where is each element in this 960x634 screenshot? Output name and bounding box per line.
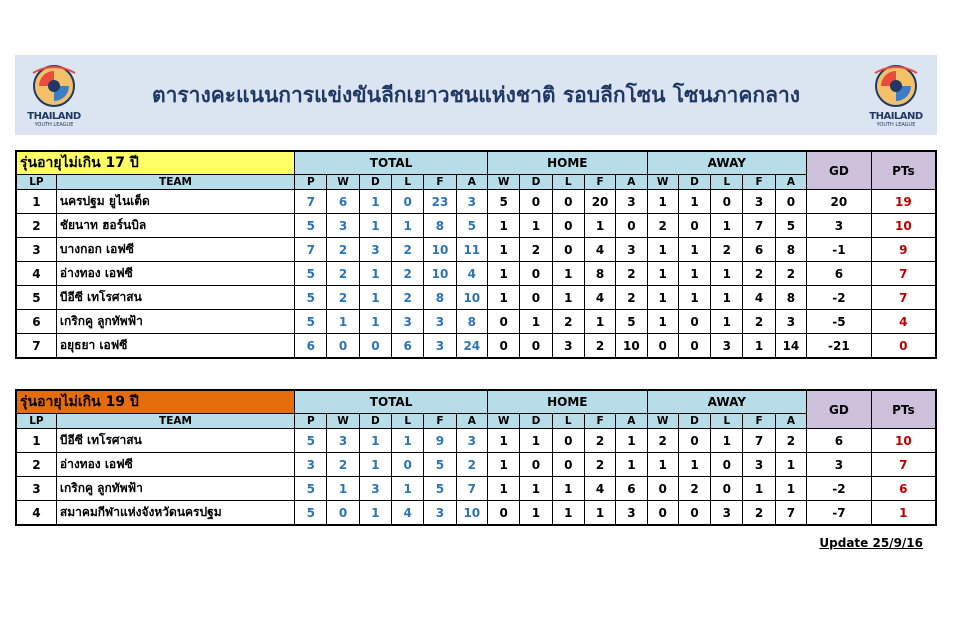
home-stat-cell: 2	[584, 334, 615, 359]
total-stat-cell: 5	[295, 501, 327, 526]
home-stat-cell: 0	[520, 334, 552, 359]
rank-cell: 1	[16, 429, 56, 453]
away-stat-cell: 7	[743, 214, 775, 238]
away-stat-cell: 1	[647, 286, 678, 310]
home-col-header: A	[616, 414, 647, 429]
total-col-header: D	[359, 414, 391, 429]
away-stat-cell: 14	[775, 334, 806, 359]
table-row	[16, 190, 936, 214]
home-col-header: L	[552, 414, 584, 429]
team-name-cell: ชัยนาท ฮอร์นบิล	[56, 214, 294, 238]
total-col-header: F	[424, 414, 456, 429]
total-stat-cell: 3	[327, 429, 359, 453]
total-stat-cell: 0	[359, 334, 391, 359]
away-stat-cell: 0	[711, 190, 743, 214]
total-stat-cell: 0	[327, 334, 359, 359]
home-stat-cell: 0	[616, 214, 647, 238]
total-stat-cell: 0	[392, 453, 424, 477]
home-stat-cell: 0	[520, 262, 552, 286]
home-stat-cell: 1	[520, 310, 552, 334]
group-header-row	[16, 151, 936, 175]
away-stat-cell: 1	[647, 190, 678, 214]
home-stat-cell: 1	[488, 238, 520, 262]
home-stat-cell: 20	[584, 190, 615, 214]
away-stat-cell: 1	[678, 262, 710, 286]
home-col-header: D	[520, 175, 552, 190]
rank-cell: 4	[16, 501, 56, 526]
home-stat-cell: 4	[584, 477, 615, 501]
home-stat-cell: 3	[616, 501, 647, 526]
lp-header: LP	[16, 414, 56, 429]
home-stat-cell: 1	[488, 429, 520, 453]
home-stat-cell: 0	[488, 334, 520, 359]
table-row	[16, 453, 936, 477]
away-col-header: A	[775, 414, 806, 429]
total-col-header: W	[327, 175, 359, 190]
table-row	[16, 214, 936, 238]
away-stat-cell: 1	[711, 429, 743, 453]
home-col-header: F	[584, 175, 615, 190]
home-stat-cell: 1	[488, 477, 520, 501]
home-col-header: W	[488, 414, 520, 429]
away-stat-cell: 7	[775, 501, 806, 526]
home-stat-cell: 3	[616, 190, 647, 214]
total-col-header: L	[392, 175, 424, 190]
away-stat-cell: 8	[775, 286, 806, 310]
home-stat-cell: 1	[552, 262, 584, 286]
away-stat-cell: 1	[743, 477, 775, 501]
total-stat-cell: 1	[392, 477, 424, 501]
away-stat-cell: 8	[775, 238, 806, 262]
away-stat-cell: 0	[711, 453, 743, 477]
home-stat-cell: 1	[520, 214, 552, 238]
total-stat-cell: 3	[327, 214, 359, 238]
away-stat-cell: 1	[647, 262, 678, 286]
title-banner	[15, 55, 937, 135]
away-stat-cell: 3	[743, 453, 775, 477]
points-cell: 7	[871, 286, 936, 310]
team-name-cell: อ่างทอง เอฟซี	[56, 453, 294, 477]
home-stat-cell: 1	[488, 262, 520, 286]
away-stat-cell: 1	[678, 238, 710, 262]
away-header: AWAY	[647, 390, 807, 414]
away-col-header: A	[775, 175, 806, 190]
points-cell: 10	[871, 429, 936, 453]
rank-cell: 2	[16, 214, 56, 238]
away-stat-cell: 3	[743, 190, 775, 214]
away-stat-cell: 0	[647, 334, 678, 359]
standings-table-u17	[15, 150, 937, 359]
rank-cell: 5	[16, 286, 56, 310]
update-date: Update 25/9/16	[819, 536, 923, 550]
away-stat-cell: 1	[678, 286, 710, 310]
gd-cell: 20	[807, 190, 872, 214]
standings-table-u19	[15, 389, 937, 526]
team-name-cell: อ่างทอง เอฟซี	[56, 262, 294, 286]
away-col-header: D	[678, 175, 710, 190]
home-header: HOME	[488, 151, 648, 175]
away-stat-cell: 1	[678, 190, 710, 214]
total-stat-cell: 1	[359, 286, 391, 310]
home-header: HOME	[488, 390, 648, 414]
total-stat-cell: 10	[424, 262, 456, 286]
rank-cell: 2	[16, 453, 56, 477]
age-category-label: รุ่นอายุไม่เกิน 17 ปี	[16, 151, 295, 175]
points-cell: 6	[871, 477, 936, 501]
away-col-header: L	[711, 414, 743, 429]
points-cell: 4	[871, 310, 936, 334]
total-stat-cell: 1	[327, 310, 359, 334]
total-stat-cell: 5	[295, 262, 327, 286]
home-stat-cell: 1	[584, 501, 615, 526]
points-cell: 9	[871, 238, 936, 262]
logo-subtext: YOUTH LEAGUE	[876, 122, 916, 128]
table-row	[16, 477, 936, 501]
table-row	[16, 429, 936, 453]
total-col-header: P	[295, 414, 327, 429]
total-stat-cell: 3	[359, 238, 391, 262]
total-stat-cell: 5	[295, 286, 327, 310]
total-stat-cell: 3	[424, 501, 456, 526]
total-stat-cell: 3	[456, 429, 487, 453]
home-stat-cell: 1	[520, 477, 552, 501]
team-name-cell: บีอีซี เทโรศาสน	[56, 429, 294, 453]
away-stat-cell: 0	[678, 310, 710, 334]
table-row	[16, 262, 936, 286]
away-stat-cell: 4	[743, 286, 775, 310]
home-stat-cell: 0	[552, 453, 584, 477]
home-stat-cell: 1	[584, 214, 615, 238]
thailand-youth-league-logo-right	[861, 61, 931, 131]
total-stat-cell: 2	[327, 238, 359, 262]
away-stat-cell: 2	[711, 238, 743, 262]
group-header-row	[16, 390, 936, 414]
away-stat-cell: 0	[678, 334, 710, 359]
home-stat-cell: 8	[584, 262, 615, 286]
total-stat-cell: 7	[295, 190, 327, 214]
gd-cell: -1	[807, 238, 872, 262]
total-stat-cell: 5	[295, 214, 327, 238]
gd-cell: 3	[807, 453, 872, 477]
home-stat-cell: 0	[520, 190, 552, 214]
away-stat-cell: 0	[678, 501, 710, 526]
away-stat-cell: 1	[647, 238, 678, 262]
soccer-ball-icon	[861, 61, 931, 111]
total-stat-cell: 5	[424, 477, 456, 501]
gd-cell: -7	[807, 501, 872, 526]
away-stat-cell: 2	[678, 477, 710, 501]
home-stat-cell: 0	[520, 286, 552, 310]
total-stat-cell: 6	[392, 334, 424, 359]
home-col-header: L	[552, 175, 584, 190]
away-stat-cell: 2	[647, 429, 678, 453]
away-stat-cell: 2	[743, 501, 775, 526]
away-stat-cell: 1	[711, 310, 743, 334]
total-stat-cell: 3	[424, 310, 456, 334]
total-stat-cell: 1	[359, 501, 391, 526]
total-stat-cell: 2	[327, 286, 359, 310]
away-stat-cell: 1	[647, 453, 678, 477]
team-name-cell: บีอีซี เทโรศาสน	[56, 286, 294, 310]
away-stat-cell: 0	[678, 429, 710, 453]
home-col-header: A	[616, 175, 647, 190]
total-stat-cell: 3	[424, 334, 456, 359]
away-stat-cell: 6	[743, 238, 775, 262]
home-col-header: D	[520, 414, 552, 429]
total-stat-cell: 1	[359, 310, 391, 334]
total-stat-cell: 3	[392, 310, 424, 334]
gd-cell: 6	[807, 429, 872, 453]
rank-cell: 7	[16, 334, 56, 359]
team-name-cell: สมาคมกีฬาแห่งจังหวัดนครปฐม	[56, 501, 294, 526]
away-stat-cell: 1	[711, 286, 743, 310]
home-stat-cell: 1	[488, 286, 520, 310]
away-stat-cell: 0	[775, 190, 806, 214]
home-stat-cell: 3	[552, 334, 584, 359]
home-stat-cell: 0	[520, 453, 552, 477]
away-stat-cell: 0	[678, 214, 710, 238]
total-stat-cell: 1	[392, 214, 424, 238]
logo-text: THAILAND	[869, 111, 923, 122]
away-stat-cell: 1	[775, 477, 806, 501]
total-col-header: L	[392, 414, 424, 429]
rank-cell: 4	[16, 262, 56, 286]
home-stat-cell: 4	[584, 286, 615, 310]
total-stat-cell: 7	[295, 238, 327, 262]
away-stat-cell: 2	[647, 214, 678, 238]
total-stat-cell: 2	[392, 286, 424, 310]
home-stat-cell: 2	[616, 286, 647, 310]
home-stat-cell: 1	[520, 429, 552, 453]
home-stat-cell: 10	[616, 334, 647, 359]
logo-text: THAILAND	[27, 111, 81, 122]
logo-subtext: YOUTH LEAGUE	[34, 122, 74, 128]
pts-header: PTs	[871, 151, 936, 190]
home-stat-cell: 3	[616, 238, 647, 262]
away-col-header: F	[743, 414, 775, 429]
total-col-header: D	[359, 175, 391, 190]
away-stat-cell: 1	[678, 453, 710, 477]
total-stat-cell: 8	[424, 214, 456, 238]
column-header-row	[16, 414, 936, 429]
total-stat-cell: 0	[392, 190, 424, 214]
home-stat-cell: 4	[584, 238, 615, 262]
total-stat-cell: 8	[456, 310, 487, 334]
home-stat-cell: 5	[488, 190, 520, 214]
away-stat-cell: 2	[743, 310, 775, 334]
home-stat-cell: 5	[616, 310, 647, 334]
points-cell: 1	[871, 501, 936, 526]
team-header: TEAM	[56, 175, 294, 190]
total-stat-cell: 10	[424, 238, 456, 262]
home-col-header: W	[488, 175, 520, 190]
home-stat-cell: 1	[488, 453, 520, 477]
page-title: ตารางคะแนนการแข่งขันลีกเยาวชนแห่งชาติ รอบลีกโซน โซนภาคกลาง	[151, 83, 801, 107]
away-col-header: L	[711, 175, 743, 190]
away-stat-cell: 1	[711, 262, 743, 286]
total-header: TOTAL	[295, 390, 488, 414]
table-row	[16, 501, 936, 526]
total-stat-cell: 1	[359, 214, 391, 238]
total-stat-cell: 24	[456, 334, 487, 359]
gd-header: GD	[807, 151, 872, 190]
points-cell: 19	[871, 190, 936, 214]
home-stat-cell: 0	[552, 190, 584, 214]
points-cell: 0	[871, 334, 936, 359]
total-stat-cell: 4	[456, 262, 487, 286]
gd-cell: 6	[807, 262, 872, 286]
gd-cell: -2	[807, 477, 872, 501]
total-stat-cell: 5	[295, 477, 327, 501]
age-category-label: รุ่นอายุไม่เกิน 19 ปี	[16, 390, 295, 414]
total-header: TOTAL	[295, 151, 488, 175]
rank-cell: 3	[16, 238, 56, 262]
away-stat-cell: 0	[647, 477, 678, 501]
home-col-header: F	[584, 414, 615, 429]
total-stat-cell: 0	[327, 501, 359, 526]
pts-header: PTs	[871, 390, 936, 429]
away-stat-cell: 2	[743, 262, 775, 286]
home-stat-cell: 1	[584, 310, 615, 334]
total-stat-cell: 4	[392, 501, 424, 526]
total-stat-cell: 9	[424, 429, 456, 453]
table-row	[16, 310, 936, 334]
total-stat-cell: 5	[424, 453, 456, 477]
home-stat-cell: 1	[520, 501, 552, 526]
away-col-header: F	[743, 175, 775, 190]
home-stat-cell: 0	[488, 310, 520, 334]
away-col-header: D	[678, 414, 710, 429]
total-stat-cell: 1	[327, 477, 359, 501]
away-stat-cell: 5	[775, 214, 806, 238]
home-stat-cell: 1	[616, 429, 647, 453]
total-stat-cell: 5	[295, 429, 327, 453]
gd-cell: -21	[807, 334, 872, 359]
total-stat-cell: 2	[392, 262, 424, 286]
home-stat-cell: 2	[616, 262, 647, 286]
total-stat-cell: 2	[392, 238, 424, 262]
team-header: TEAM	[56, 414, 294, 429]
total-stat-cell: 10	[456, 501, 487, 526]
lp-header: LP	[16, 175, 56, 190]
total-stat-cell: 10	[456, 286, 487, 310]
rank-cell: 1	[16, 190, 56, 214]
table-row	[16, 238, 936, 262]
rank-cell: 3	[16, 477, 56, 501]
total-stat-cell: 3	[295, 453, 327, 477]
away-stat-cell: 3	[775, 310, 806, 334]
away-stat-cell: 3	[711, 501, 743, 526]
total-col-header: W	[327, 414, 359, 429]
home-stat-cell: 2	[584, 453, 615, 477]
points-cell: 7	[871, 453, 936, 477]
home-stat-cell: 0	[552, 429, 584, 453]
team-name-cell: เกริกคู ลูกทัพฟ้า	[56, 477, 294, 501]
table-row	[16, 286, 936, 310]
home-stat-cell: 1	[552, 477, 584, 501]
gd-header: GD	[807, 390, 872, 429]
away-header: AWAY	[647, 151, 807, 175]
column-header-row	[16, 175, 936, 190]
total-stat-cell: 23	[424, 190, 456, 214]
total-stat-cell: 6	[327, 190, 359, 214]
away-stat-cell: 1	[743, 334, 775, 359]
away-stat-cell: 2	[775, 262, 806, 286]
total-col-header: A	[456, 175, 487, 190]
away-stat-cell: 7	[743, 429, 775, 453]
total-stat-cell: 2	[327, 453, 359, 477]
away-col-header: W	[647, 414, 678, 429]
away-col-header: W	[647, 175, 678, 190]
away-stat-cell: 0	[711, 477, 743, 501]
home-stat-cell: 1	[488, 214, 520, 238]
total-stat-cell: 5	[295, 310, 327, 334]
away-stat-cell: 1	[647, 310, 678, 334]
home-stat-cell: 1	[552, 286, 584, 310]
team-name-cell: บางกอก เอฟซี	[56, 238, 294, 262]
total-stat-cell: 3	[359, 477, 391, 501]
home-stat-cell: 2	[584, 429, 615, 453]
away-stat-cell: 3	[711, 334, 743, 359]
home-stat-cell: 0	[552, 214, 584, 238]
team-name-cell: อยุธยา เอฟซี	[56, 334, 294, 359]
total-col-header: P	[295, 175, 327, 190]
total-stat-cell: 2	[456, 453, 487, 477]
total-stat-cell: 1	[359, 453, 391, 477]
home-stat-cell: 1	[552, 501, 584, 526]
home-stat-cell: 2	[520, 238, 552, 262]
total-stat-cell: 1	[359, 190, 391, 214]
table-row	[16, 334, 936, 359]
points-cell: 7	[871, 262, 936, 286]
total-stat-cell: 11	[456, 238, 487, 262]
total-stat-cell: 1	[359, 429, 391, 453]
home-stat-cell: 6	[616, 477, 647, 501]
home-stat-cell: 1	[616, 453, 647, 477]
gd-cell: -2	[807, 286, 872, 310]
total-stat-cell: 8	[424, 286, 456, 310]
total-col-header: A	[456, 414, 487, 429]
home-stat-cell: 2	[552, 310, 584, 334]
team-name-cell: นครปฐม ยูไนเต็ด	[56, 190, 294, 214]
total-stat-cell: 1	[392, 429, 424, 453]
total-stat-cell: 5	[456, 214, 487, 238]
total-col-header: F	[424, 175, 456, 190]
total-stat-cell: 1	[359, 262, 391, 286]
points-cell: 10	[871, 214, 936, 238]
gd-cell: 3	[807, 214, 872, 238]
away-stat-cell: 1	[775, 453, 806, 477]
team-name-cell: เกริกคู ลูกทัพฟ้า	[56, 310, 294, 334]
home-stat-cell: 0	[488, 501, 520, 526]
gd-cell: -5	[807, 310, 872, 334]
total-stat-cell: 2	[327, 262, 359, 286]
home-stat-cell: 0	[552, 238, 584, 262]
total-stat-cell: 7	[456, 477, 487, 501]
rank-cell: 6	[16, 310, 56, 334]
total-stat-cell: 3	[456, 190, 487, 214]
away-stat-cell: 0	[647, 501, 678, 526]
away-stat-cell: 2	[775, 429, 806, 453]
away-stat-cell: 1	[711, 214, 743, 238]
total-stat-cell: 6	[295, 334, 327, 359]
